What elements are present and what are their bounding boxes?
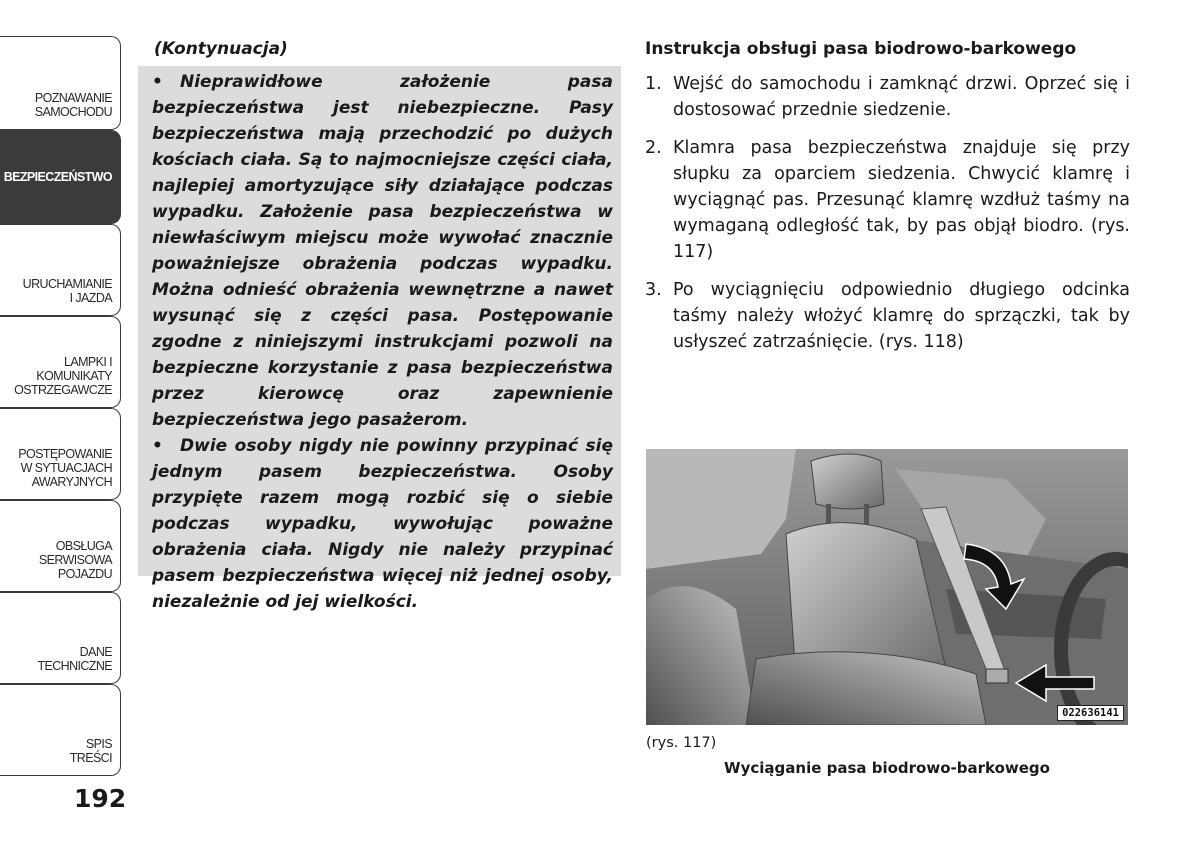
tab-lampki-i-komunikaty[interactable]: LAMPKI I KOMUNIKATY OSTRZEGAWCZE: [0, 316, 121, 408]
instruction-step: 2. Klamra pasa bezpieczeństwa znajduje się przy słupku za oparciem siedzenia. Chwycić klamrę i wyciągnąć pas. Przesunąć klamrę wzdłuż taśmy na wymaganą odległość tak, by pas objął biodro. (rys. 117): [645, 138, 1130, 262]
bullet: •: [152, 436, 163, 456]
warning-paragraph: • Dwie osoby nigdy nie powinny przypinać się jednym pasem bezpieczeństwa. Osoby przypięte razem mogą rozbić się o siebie podczas wypadku, wywołując poważne obrażenia ciała. Nigdy nie należy przypinać pasem bezpieczeństwa więcej niż jednej osoby, niezależnie od jej wielkości.: [152, 433, 613, 615]
tab-bezpieczenstwo[interactable]: BEZPIECZEŃSTWO: [0, 130, 121, 224]
tab-uruchamianie-i-jazda[interactable]: URUCHAMIANIE I JAZDA: [0, 224, 121, 316]
tab-postepowanie-awaryjne[interactable]: POSTĘPOWANIE W SYTUACJACH AWARYJNYCH: [0, 408, 121, 500]
page-number: 192: [74, 784, 127, 813]
instruction-step: 1. Wejść do samochodu i zamknąć drzwi. Oprzeć się i dostosować przednie siedzenie.: [645, 74, 1130, 120]
section-heading: Instrukcja obsługi pasa biodrowo-barkowego: [645, 39, 1077, 59]
figure-caption: Wyciąganie pasa biodrowo-barkowego: [724, 759, 1050, 777]
tab-obsluga-serwisowa[interactable]: OBSŁUGA SERWISOWA POJAZDU: [0, 500, 121, 592]
seatbelt-illustration: [646, 449, 1128, 725]
warning-box: [138, 66, 621, 612]
warning-paragraph: • Nieprawidłowe założenie pasa bezpieczeństwa jest niebezpieczne. Pasy bezpieczeństwa mają przechodzić po dużych kościach ciała. Są to najmocniejsze części ciała, najlepiej amortyzujące siły działające podczas wypadku. Założenie pasa bezpieczeństwa w niewłaściwym miejscu może wywołać znacznie poważniejsze obrażenia podczas wypadku. Można odnieść obrażenia wewnętrzne a nawet wysunąć się z części pasa. Postępowanie zgodne z niniejszymi instrukcjami pozwoli na bezpieczne korzystanie z pasa bezpieczeństwa przez kierowcę oraz zapewnienie bezpieczeństwa jego pasażerom.: [152, 69, 613, 433]
instruction-step: 3. Po wyciągnięciu odpowiednio długiego odcinka taśmy należy włożyć klamrę do sprzączki, tak by usłyszeć zatrzaśnięcie. (rys. 118): [645, 280, 1130, 352]
continued-label: (Kontynuacja): [154, 39, 288, 59]
tab-poznawanie-samochodu[interactable]: POZNAWANIE SAMOCHODU: [0, 36, 121, 130]
instruction-list: [645, 71, 1130, 367]
tab-spis-tresci[interactable]: SPIS TREŚCI: [0, 684, 121, 776]
bullet: •: [152, 72, 163, 92]
figure-code: 022636141: [1057, 705, 1124, 721]
figure-reference: (rys. 117): [646, 735, 717, 751]
seatbelt-figure: [646, 449, 1128, 725]
tab-dane-techniczne[interactable]: DANE TECHNICZNE: [0, 592, 121, 684]
